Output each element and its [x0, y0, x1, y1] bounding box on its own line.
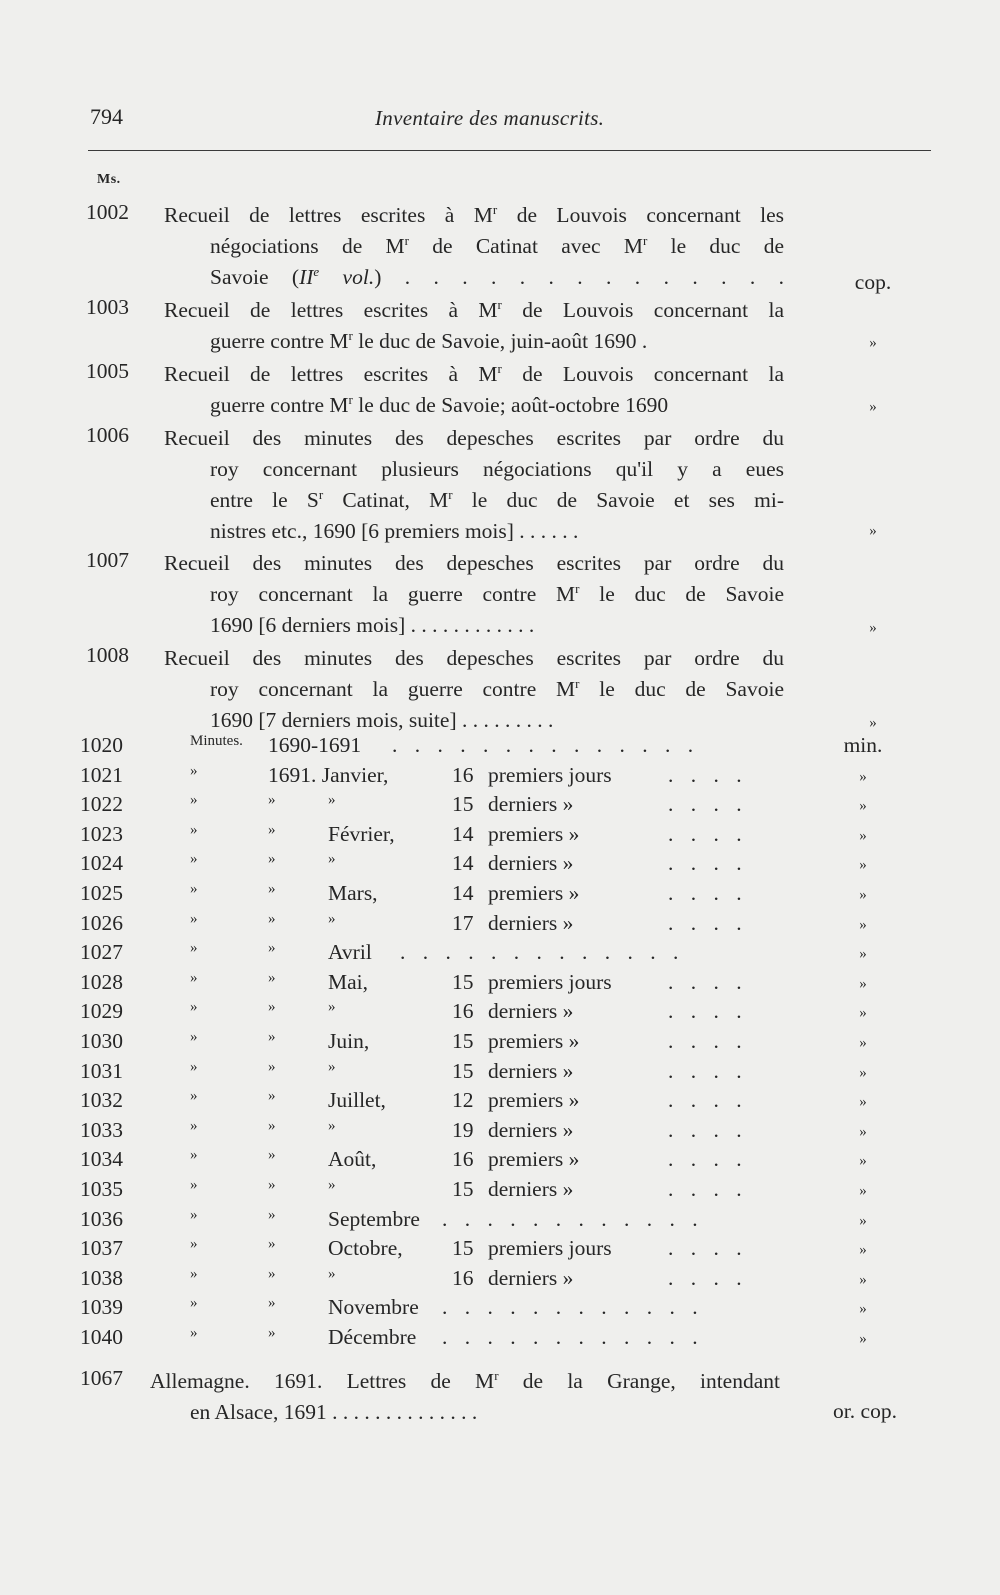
- minutes-col-3: Septembre: [328, 1206, 420, 1231]
- leader-dots: . . . . . . . . . . . .: [442, 1206, 704, 1231]
- leader-dots: . . . .: [668, 851, 748, 876]
- entry-status: »: [859, 857, 867, 874]
- minutes-col-1: »: [190, 910, 198, 927]
- minutes-col-5: derniers »: [488, 792, 574, 817]
- entry-status: »: [859, 1064, 867, 1081]
- minutes-col-2: 1690-1691: [268, 733, 362, 757]
- entry-number: 1036: [80, 1206, 123, 1231]
- minutes-col-5: premiers »: [488, 881, 580, 905]
- entry-text: Recueil de lettres escrites à $M^r$ de Louvois concernant la guerre contre $M^r$ le duc de Savoie; août-octobre 1690: [164, 361, 784, 417]
- minutes-col-5: premiers jours: [488, 762, 612, 787]
- entry-text: Recueil des minutes des depesches escrites par ordre du roy concernant plusieurs négociations qu'il y a eues entre le $S^r$ Catinat, $M^r$ le duc de Savoie et ses mi- nistres etc., 1690 [6 premiers mois] . . . . . .: [164, 426, 784, 543]
- minutes-row: [80, 1177, 890, 1207]
- minutes-col-3: »: [328, 1177, 336, 1193]
- entry-number: 1067: [80, 1366, 123, 1390]
- entry-number: 1005: [86, 359, 129, 383]
- minutes-col-4: 15: [452, 1236, 474, 1261]
- entry-1003: [86, 295, 886, 357]
- minutes-col-2: »: [268, 1295, 276, 1312]
- minutes-col-5: derniers »: [488, 851, 574, 876]
- leader-dots: . . . . . . . . . . . . . .: [392, 733, 700, 757]
- minutes-col-3: »: [328, 792, 336, 809]
- page-number: 794: [90, 104, 123, 129]
- minutes-col-5: derniers »: [488, 1265, 574, 1290]
- entry-status: min.: [843, 733, 883, 757]
- minutes-col-2: »: [268, 1117, 276, 1134]
- minutes-col-2: »: [268, 1236, 276, 1253]
- entry-number: 1020: [80, 733, 123, 757]
- entry-number: 1031: [80, 1058, 123, 1083]
- minutes-col-5: premiers »: [488, 821, 580, 846]
- minutes-row: [80, 1147, 890, 1177]
- minutes-col-4: 16: [452, 999, 474, 1024]
- running-title: Inventaire des manuscrits.: [375, 106, 605, 130]
- entry-status: »: [859, 1035, 867, 1051]
- minutes-col-2: »: [268, 999, 276, 1016]
- minutes-row: [80, 1059, 890, 1089]
- entry-status: »: [859, 1212, 867, 1229]
- minutes-col-2: »: [268, 1177, 276, 1193]
- minutes-col-1: »: [190, 1088, 198, 1105]
- leader-dots: . . . . . . . . . . . .: [442, 1325, 704, 1349]
- entry-status: »: [869, 620, 877, 636]
- minutes-row: [80, 881, 890, 911]
- entry-number: 1039: [80, 1295, 123, 1320]
- minutes-col-3: »: [328, 910, 336, 927]
- minutes-col-3: Mars,: [328, 881, 378, 905]
- entry-status: »: [859, 916, 867, 933]
- minutes-row: [80, 1236, 890, 1266]
- minutes-col-1: »: [190, 1117, 198, 1134]
- minutes-col-4: 19: [452, 1117, 474, 1142]
- entry-1067: [80, 1366, 897, 1428]
- entry-status: »: [859, 827, 867, 844]
- minutes-col-3: Août,: [328, 1147, 377, 1172]
- entry-number: 1040: [80, 1325, 123, 1349]
- entry-number: 1035: [80, 1177, 123, 1201]
- entry-number: 1002: [86, 200, 129, 224]
- entry-status: »: [859, 1183, 867, 1199]
- entry-status: »: [859, 768, 867, 785]
- minutes-col-2: »: [268, 940, 276, 957]
- minutes-col-1: »: [190, 940, 198, 957]
- minutes-col-1: »: [190, 792, 198, 809]
- entry-1002: [86, 200, 892, 294]
- entry-1008: [86, 643, 886, 736]
- minutes-col-2: »: [268, 1265, 276, 1282]
- page-header: [90, 104, 930, 136]
- leader-dots: . . . . . . . . . . . .: [442, 1295, 704, 1320]
- minutes-col-1: »: [190, 1206, 198, 1223]
- minutes-col-4: 16: [452, 1265, 474, 1290]
- minutes-col-5: derniers »: [488, 999, 574, 1024]
- entry-text: Recueil de lettres escrites à $M^r$ de Louvois concernant les négociations de $M^r$ de Catinat avec $M^r$ le duc de Savoie (IIe vol.) . . . . . . . . . . . . . .: [164, 202, 784, 289]
- minutes-row: [80, 1325, 890, 1355]
- entry-number: 1024: [80, 851, 123, 876]
- leader-dots: . . . . . . . . . . . . .: [400, 940, 685, 965]
- leader-dots: . . . .: [668, 1265, 748, 1290]
- minutes-col-1: »: [190, 821, 198, 838]
- minutes-row: [80, 999, 890, 1029]
- entry-status: »: [859, 887, 867, 903]
- entry-status: »: [859, 1242, 867, 1259]
- leader-dots: . . . .: [668, 1177, 748, 1201]
- entry-1007: [86, 548, 886, 641]
- minutes-col-3: Juillet,: [328, 1088, 386, 1113]
- minutes-col-5: premiers »: [488, 1088, 580, 1113]
- minutes-col-1: »: [190, 762, 198, 779]
- entry-1005: [86, 359, 886, 421]
- entry-number: 1032: [80, 1088, 123, 1113]
- leader-dots: . . . .: [668, 999, 748, 1024]
- minutes-col-2: »: [268, 1088, 276, 1105]
- leader-dots: . . . .: [668, 1236, 748, 1261]
- entry-1006: [86, 423, 886, 547]
- minutes-col-1: »: [190, 1058, 198, 1075]
- entry-status: »: [859, 1301, 867, 1318]
- leader-dots: . . . .: [668, 792, 748, 817]
- minutes-col-2: »: [268, 1325, 276, 1341]
- minutes-col-5: premiers »: [488, 1147, 580, 1172]
- minutes-row: [80, 911, 890, 941]
- leader-dots: . . . .: [668, 1147, 748, 1172]
- minutes-col-1: »: [190, 1265, 198, 1282]
- entry-status: »: [859, 1153, 867, 1170]
- minutes-row: [80, 1295, 890, 1325]
- entry-number: 1008: [86, 643, 129, 667]
- minutes-col-1: »: [190, 1295, 198, 1312]
- minutes-col-3: Novembre: [328, 1295, 419, 1320]
- minutes-col-5: derniers »: [488, 1177, 574, 1201]
- minutes-row: [80, 822, 890, 852]
- entry-number: 1022: [80, 792, 123, 817]
- entry-number: 1023: [80, 821, 123, 846]
- minutes-col-4: 16: [452, 762, 474, 787]
- minutes-row: [80, 851, 890, 881]
- entry-text: Recueil de lettres escrites à $M^r$ de Louvois concernant la guerre contre $M^r$ le duc de Savoie, juin-août 1690 .: [164, 297, 784, 353]
- minutes-col-2: »: [268, 1029, 276, 1045]
- entry-status: »: [869, 399, 877, 415]
- minutes-row: [80, 792, 890, 822]
- minutes-col-1: »: [190, 851, 198, 868]
- minutes-col-3: »: [328, 1265, 336, 1282]
- minutes-col-2: »: [268, 910, 276, 927]
- minutes-col-5: premiers jours: [488, 969, 612, 994]
- minutes-col-4: 17: [452, 910, 474, 935]
- minutes-row: [80, 763, 890, 793]
- minutes-col-5: premiers »: [488, 1029, 580, 1053]
- entry-number: 1027: [80, 940, 123, 965]
- minutes-col-3: Avril: [328, 940, 372, 965]
- entry-status: »: [859, 1331, 867, 1347]
- leader-dots: . . . .: [668, 1058, 748, 1083]
- minutes-col-1: »: [190, 1177, 198, 1193]
- leader-dots: . . . .: [668, 821, 748, 846]
- minutes-col-3: »: [328, 851, 336, 868]
- minutes-col-3: Mai,: [328, 969, 369, 994]
- minutes-row: [80, 940, 890, 970]
- minutes-row: [80, 733, 890, 763]
- leader-dots: . . . .: [668, 969, 748, 994]
- leader-dots: . . . .: [668, 1029, 748, 1053]
- minutes-col-4: 14: [452, 881, 474, 905]
- minutes-col-2: »: [268, 1206, 276, 1223]
- minutes-col-2: »: [268, 1147, 276, 1164]
- minutes-col-5: derniers »: [488, 910, 574, 935]
- minutes-col-2: »: [268, 1058, 276, 1075]
- entry-number: 1007: [86, 548, 129, 572]
- minutes-col-3: »: [328, 999, 336, 1016]
- entry-status: »: [859, 798, 867, 815]
- entry-text: Recueil des minutes des depesches escrites par ordre du roy concernant la guerre contre $M^r$ le duc de Savoie 1690 [7 derniers mois, suite] . . . . . . . . .: [164, 646, 784, 732]
- entry-status: »: [869, 335, 877, 351]
- header-rule: [88, 150, 931, 151]
- minutes-row: [80, 1207, 890, 1237]
- minutes-row: [80, 1266, 890, 1296]
- entry-number: 1026: [80, 910, 123, 935]
- minutes-col-4: 15: [452, 792, 474, 817]
- minutes-col-3: »: [328, 1117, 336, 1134]
- minutes-col-2: »: [268, 821, 276, 838]
- minutes-col-1: »: [190, 999, 198, 1016]
- entry-status: »: [859, 1123, 867, 1140]
- entry-number: 1037: [80, 1236, 123, 1261]
- minutes-col-4: 15: [452, 1058, 474, 1083]
- minutes-col-5: derniers »: [488, 1058, 574, 1083]
- entry-status: »: [869, 715, 877, 731]
- minutes-col-4: 14: [452, 851, 474, 876]
- minutes-col-4: 15: [452, 1029, 474, 1053]
- entry-number: 1021: [80, 762, 123, 787]
- minutes-col-1: »: [190, 1029, 198, 1045]
- minutes-col-5: derniers »: [488, 1117, 574, 1142]
- minutes-row: [80, 1029, 890, 1059]
- entry-number: 1006: [86, 423, 129, 447]
- entry-status: »: [869, 523, 877, 539]
- minutes-col-1: »: [190, 1325, 198, 1341]
- entry-number: 1028: [80, 969, 123, 994]
- minutes-col-3: Juin,: [328, 1029, 370, 1053]
- minutes-col-1: »: [190, 881, 198, 897]
- minutes-col-2: »: [268, 792, 276, 809]
- minutes-row: [80, 1118, 890, 1148]
- entry-status: »: [859, 1271, 867, 1288]
- minutes-col-3: »: [328, 1058, 336, 1075]
- minutes-col-5: premiers jours: [488, 1236, 612, 1261]
- minutes-col-1: »: [190, 1236, 198, 1253]
- entry-text: Recueil des minutes des depesches escrites par ordre du roy concernant la guerre contre $M^r$ le duc de Savoie 1690 [6 derniers mois] . . . . . . . . . . . .: [164, 551, 784, 637]
- minutes-col-2: »: [268, 881, 276, 897]
- column-label: Ms.: [97, 172, 121, 187]
- minutes-col-1: »: [190, 1147, 198, 1164]
- leader-dots: . . . .: [668, 910, 748, 935]
- minutes-col-3: Octobre,: [328, 1236, 403, 1261]
- entry-status: cop.: [854, 270, 892, 294]
- entry-status: »: [859, 946, 867, 963]
- minutes-col-4: 12: [452, 1088, 474, 1113]
- leader-dots: . . . .: [668, 881, 748, 905]
- entry-status: »: [859, 1094, 867, 1111]
- minutes-row: [80, 1088, 890, 1118]
- minutes-col-4: 16: [452, 1147, 474, 1172]
- minutes-row: [80, 970, 890, 1000]
- minutes-col-4: 15: [452, 969, 474, 994]
- entry-number: 1003: [86, 295, 129, 319]
- entry-number: 1034: [80, 1147, 123, 1172]
- entry-number: 1025: [80, 881, 123, 905]
- entry-number: 1038: [80, 1265, 123, 1290]
- entry-status: »: [859, 1005, 867, 1022]
- leader-dots: . . . .: [668, 762, 748, 787]
- minutes-col-2: »: [268, 969, 276, 986]
- entry-number: 1033: [80, 1117, 123, 1142]
- entry-number: 1029: [80, 999, 123, 1024]
- minutes-col-2: »: [268, 851, 276, 868]
- entry-status: or. cop.: [833, 1399, 897, 1423]
- entry-number: 1030: [80, 1029, 123, 1053]
- leader-dots: . . . .: [668, 1088, 748, 1113]
- entry-text: Allemagne. 1691. Lettres de $M^r$ de la Grange, intendant en Alsace, 1691 . . . . . . . . . . . . . .: [150, 1368, 780, 1424]
- minutes-col-2: 1691. Janvier,: [268, 762, 389, 787]
- minutes-col-3: Février,: [328, 821, 395, 846]
- minutes-col-1: Minutes.: [190, 733, 243, 749]
- leader-dots: . . . .: [668, 1117, 748, 1142]
- minutes-col-1: »: [190, 969, 198, 986]
- minutes-col-4: 14: [452, 821, 474, 846]
- entry-status: »: [859, 975, 867, 992]
- minutes-col-4: 15: [452, 1177, 474, 1201]
- minutes-col-3: Décembre: [328, 1325, 417, 1349]
